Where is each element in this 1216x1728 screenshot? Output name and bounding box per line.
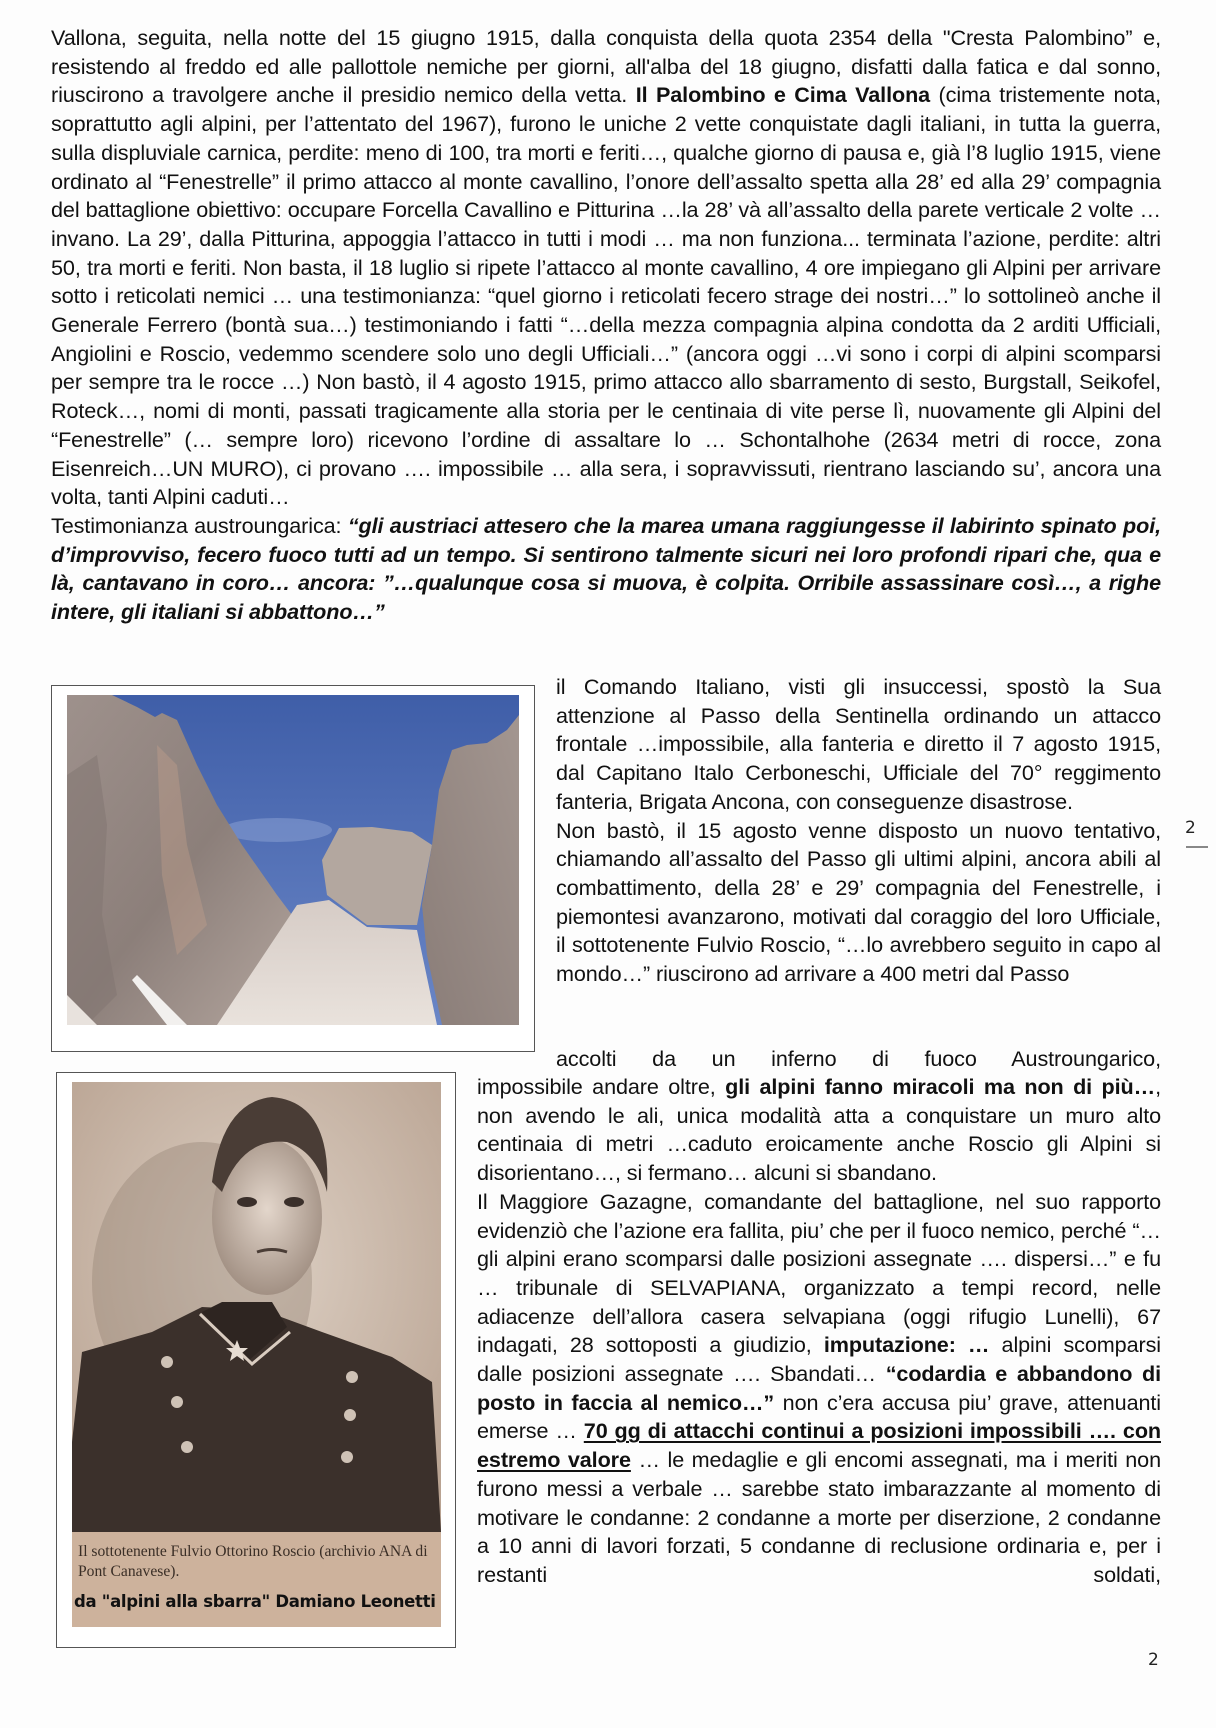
paragraph-gazagne xyxy=(477,1188,1161,1590)
text-run: … le medaglie e gli encomi assegnati, ma i meriti non furono messi a verbale … sarebbe stato imbarazzante al momento di motivare le condanne: 2 condanne a morte per diserzione, 2 condanne a 10 anni di lavori forzati, 5 condanne di reclusione ordinaria e, per i restanti soldati, xyxy=(477,1447,1161,1587)
portrait-soldier-icon xyxy=(72,1082,441,1532)
text-run: , non avendo le ali, unica modalità atta a conquistare un muro alto centinaia di metri …caduto eroicamente anche Roscio gli Alpini si disorientano…, si fermano… alcuni si sbandano. xyxy=(477,1074,1162,1186)
portrait-frame xyxy=(56,1072,456,1648)
bold-run-miracoli: gli alpini fanno miracoli ma non di più… xyxy=(725,1074,1156,1099)
testimony-quote: “gli austriaci attesero che la marea umana raggiungesse il labirinto spinato poi, d’improvviso, fecero fuoco tutti ad un tempo. Si sentirono talmente sicuri nei loro profondi ripari che, qua e là, cantavano in coro… ancora: ”…qualunque cosa si muova, è colpita. Orribile assassinare così…, a righe intere, gli italiani si abbattono…” xyxy=(51,512,1162,625)
mountain-landscape-icon xyxy=(67,695,519,1025)
text-run: alpini scomparsi dalle posizioni assegnate …. Sbandati… xyxy=(477,1332,1161,1387)
wide-column-text xyxy=(477,1073,1161,1590)
portrait-caption: Il sottotenente Fulvio Ottorino Roscio (archivio ANA di Pont Canavese). xyxy=(78,1543,428,1580)
margin-marker-line xyxy=(1186,846,1208,848)
bold-run-palombino: Il Palombino e Cima Vallona xyxy=(635,82,931,108)
paragraph-miracoli xyxy=(477,1073,1161,1188)
portrait-photo xyxy=(72,1082,441,1627)
paragraph-palombino xyxy=(51,24,1161,512)
bold-run-imputazione: imputazione: … xyxy=(823,1332,990,1358)
testimony-lead: Testimonianza austroungarica: xyxy=(51,512,348,538)
indented-line xyxy=(477,1045,1161,1074)
paragraph-comando: il Comando Italiano, visti gli insuccessi, spostò la Sua attenzione al Passo della Sentinella ordinando un attacco frontale …impossibile, alla fanteria e diretto il 7 agosto 1915, dal Capitano Italo Cerboneschi, Ufficiale del 70° reggimento fanteria, Brigata Ancona, con conseguenze disastrose. xyxy=(556,674,1161,814)
bold-run-codardia: “codardia e abbandono di posto in faccia al nemico…” xyxy=(477,1361,1161,1415)
full-width-text xyxy=(51,24,1161,627)
text-run: Il Maggiore Gazagne, comandante del battaglione, nel suo rapporto evidenziò che l’azione era fallita, piu’ che per il fuoco nemico, perché “…gli alpini erano scomparsi dalle posizioni assegnate …. dispersi…” e fu … tribunale di SELVAPIANA, organizzato a tempi record, nelle adiacenze dell’allora casera selvapiana (oggi rifugio Lunelli), 67 indagati, 28 sottoposti a giudizio, xyxy=(477,1188,1161,1358)
text-run: (cima tristemente nota, soprattutto agli alpini, per l’attentato del 1967), furono le uniche 2 vette conquistate dagli italiani, in tutta la guerra, sulla displuviale carnica, perdite: meno di 100, tra morti e feriti…, qualche giorno di pausa e, già l’8 luglio 1915, viene ordinato al “Fenestrelle” il primo attacco al monte cavallino, l’onore dell’assalto spetta alla 28’ ed alla 29’ compagnia del battaglione obiettivo: occupare Forcella Cavallino e Pitturina …la 28’ và all’assalto della parete verticale 2 volte … invano. La 29’, dalla Pitturina, appoggia l’attacco in tutti i modi … ma non funziona... terminata l’azione, perdite: altri 50, tra morti e feriti. Non basta, il 18 luglio si ripete l’attacco al monte cavallino, 4 ore impiegano gli Alpini per arrivare sotto i reticolati nemici … una testimonianza: “quel giorno i reticolati fecero strage dei nostri…” lo sottolineò anche il Generale Ferrero (bontà sua…) testimoniando i fatti “…della mezza compagnia alpina condotta da 2 arditi Ufficiali, Angiolini e Roscio, vedemmo scendere solo uno degli Ufficiali…” (ancora oggi …vi sono i corpi di alpini scomparsi per sempre tra le rocce …) Non bastò, il 4 agosto 1915, primo attacco allo sbarramento di sesto, Burgstall, Seikofel, Roteck…, nomi di monti, passati tragicamente alla storia per le centinaia di vite perse lì, nuovamente gli Alpini del “Fenestrelle” (… sempre loro) ricevono l’ordine di assaltare lo … Schontalhohe (2634 metri di rocce, zona Eisenreich…UN MURO), ci provano …. impossibile … alla sera, i sopravvissuti, rientrano lasciando su’, ancora una volta, tanti Alpini caduti… xyxy=(51,82,1162,510)
margin-page-marker: 2 xyxy=(1185,818,1196,838)
portrait-credit: da "alpini alla sbarra" Damiano Leonetti xyxy=(74,1592,436,1611)
text-run: Vallona, seguita, nella notte del 15 giugno 1915, dalla conquista della quota 2354 della "Cresta Palombino” e, resistendo al freddo ed alle pallottole nemiche per giorni, all'alba del 18 giugno, disfatti dalla fatica e dal sonno, riuscirono a travolgere anche il presidio nemico della vetta. xyxy=(51,25,1161,108)
text-run: accolti da un inferno di fuoco Austroungarico, xyxy=(556,1046,1161,1071)
mountain-photo xyxy=(67,695,519,1025)
text-run: non c’era accusa piu’ grave, attenuanti emerse … xyxy=(477,1389,1161,1444)
paragraph-testimony xyxy=(51,512,1161,627)
right-column-text xyxy=(556,673,1161,989)
underlined-run-valore: 70 gg di attacchi continui a posizioni impossibili …. con estremo valore xyxy=(477,1418,1161,1473)
page-number: 2 xyxy=(1148,1650,1159,1670)
text-run: impossibile andare oltre, xyxy=(477,1074,726,1099)
mountain-photo-frame xyxy=(51,685,535,1052)
paragraph-15-agosto: Non bastò, il 15 agosto venne disposto un nuovo tentativo, chiamando all’assalto del Passo gli ultimi alpini, ancora abili al combattimento, della 28’ e 29’ compagnia del Fenestrelle, i piemontesi avanzarono, motivati dal coraggio del loro Ufficiale, il sottotenente Fulvio Roscio, “…lo avrebbero seguito in capo al mondo…” riuscirono ad arrivare a 400 metri dal Passo xyxy=(556,817,1161,987)
